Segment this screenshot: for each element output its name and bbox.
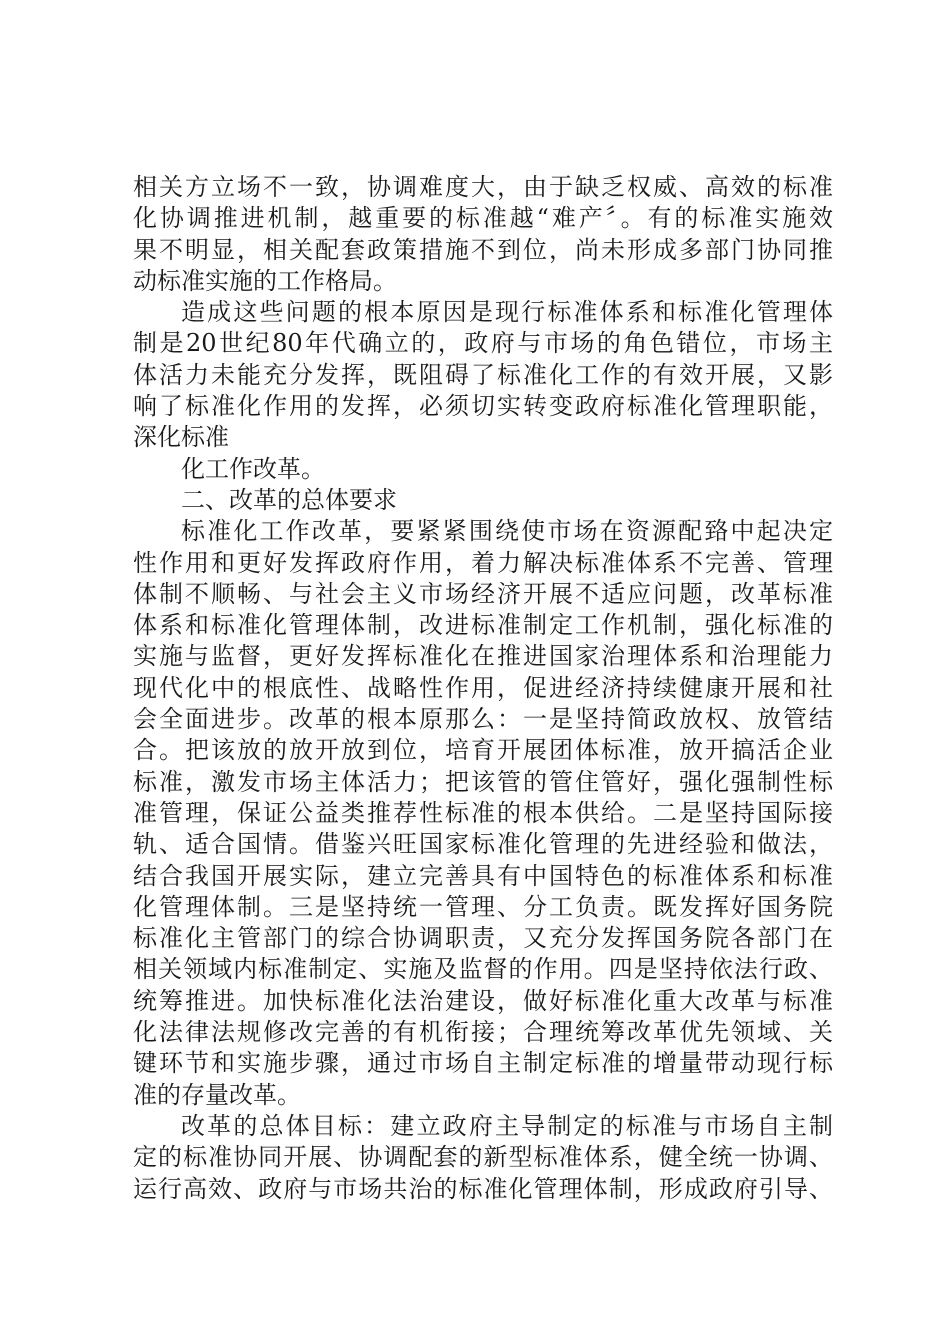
text-line: 键环节和实施步骤，通过市场自主制定标准的增量带动现行标: [133, 1049, 833, 1078]
text-line: 深化标准: [133, 423, 229, 452]
text-line: 相关领域内标准制定、实施及监督的作用。四是坚持依法行政、: [133, 955, 833, 984]
text-line: 统筹推进。加快标准化法治建设，做好标准化重大改革与标准: [133, 986, 833, 1015]
text-line: 标准化主管部门的综合协调职责，又充分发挥国务院各部门在: [133, 924, 833, 953]
text-line: 动标准实施的工作格局。: [133, 266, 397, 295]
text-line: 现代化中的根底性、战略性作用，促进经济持续健康开展和社: [133, 673, 833, 702]
text-line: 果不明显，相关配套政策措施不到位，尚未形成多部门协同推: [133, 235, 833, 264]
text-line: 二、改革的总体要求: [181, 485, 397, 514]
text-line: 造成这些问题的根本原因是现行标准体系和标准化管理体: [181, 298, 833, 327]
text-line: 准的存量改革。: [133, 1080, 301, 1109]
text-line: 运行高效、政府与市场共治的标准化管理体制，形成政府引导、: [133, 1174, 833, 1203]
text-line: 化协调推进机制，越重要的标准越“难产〞。有的标准实施效: [133, 204, 833, 233]
text-line: 化管理体制。三是坚持统一管理、分工负责。既发挥好国务院: [133, 892, 833, 921]
text-line: 实施与监督，更好发挥标准化在推进国家治理体系和治理能力: [133, 642, 833, 671]
document-body: [133, 172, 833, 1205]
text-line: 化法律法规修改完善的有机衔接；合理统筹改革优先领域、关: [133, 1018, 833, 1047]
text-line: 性作用和更好发挥政府作用，着力解决标准体系不完善、管理: [133, 548, 833, 577]
text-line: 会全面进步。改革的根本原那么：一是坚持简政放权、放管结: [133, 705, 833, 734]
text-line: 合。把该放的放开放到位，培育开展团体标准，放开搞活企业: [133, 736, 833, 765]
text-line: 改革的总体目标：建立政府主导制定的标准与市场自主制: [181, 1111, 833, 1140]
text-line: 定的标准协同开展、协调配套的新型标准体系，健全统一协调、: [133, 1143, 833, 1172]
text-line: 准管理，保证公益类推荐性标准的根本供给。二是坚持国际接: [133, 798, 833, 827]
text-line: 轨、适合国情。借鉴兴旺国家标准化管理的先进经验和做法，: [133, 830, 833, 859]
text-line: 标准化工作改革，要紧紧围绕使市场在资源配臵中起决定: [181, 517, 833, 546]
text-line: 体活力未能充分发挥，既阻碍了标准化工作的有效开展，又影: [133, 360, 833, 389]
text-line: 体系和标准化管理体制，改进标准制定工作机制，强化标准的: [133, 611, 833, 640]
text-line: 制是20世纪80年代确立的，政府与市场的角色错位，市场主: [133, 329, 833, 358]
text-line: 结合我国开展实际，建立完善具有中国特色的标准体系和标准: [133, 861, 833, 890]
text-line: 相关方立场不一致，协调难度大，由于缺乏权威、高效的标准: [133, 173, 833, 201]
text-line: 体制不顺畅、与社会主义市场经济开展不适应问题，改革标准: [133, 579, 833, 608]
text-line: 标准，激发市场主体活力；把该管的管住管好，强化强制性标: [133, 767, 833, 796]
text-line: 响了标准化作用的发挥，必须切实转变政府标准化管理职能，: [133, 392, 833, 421]
text-line: 化工作改革。: [181, 454, 325, 483]
